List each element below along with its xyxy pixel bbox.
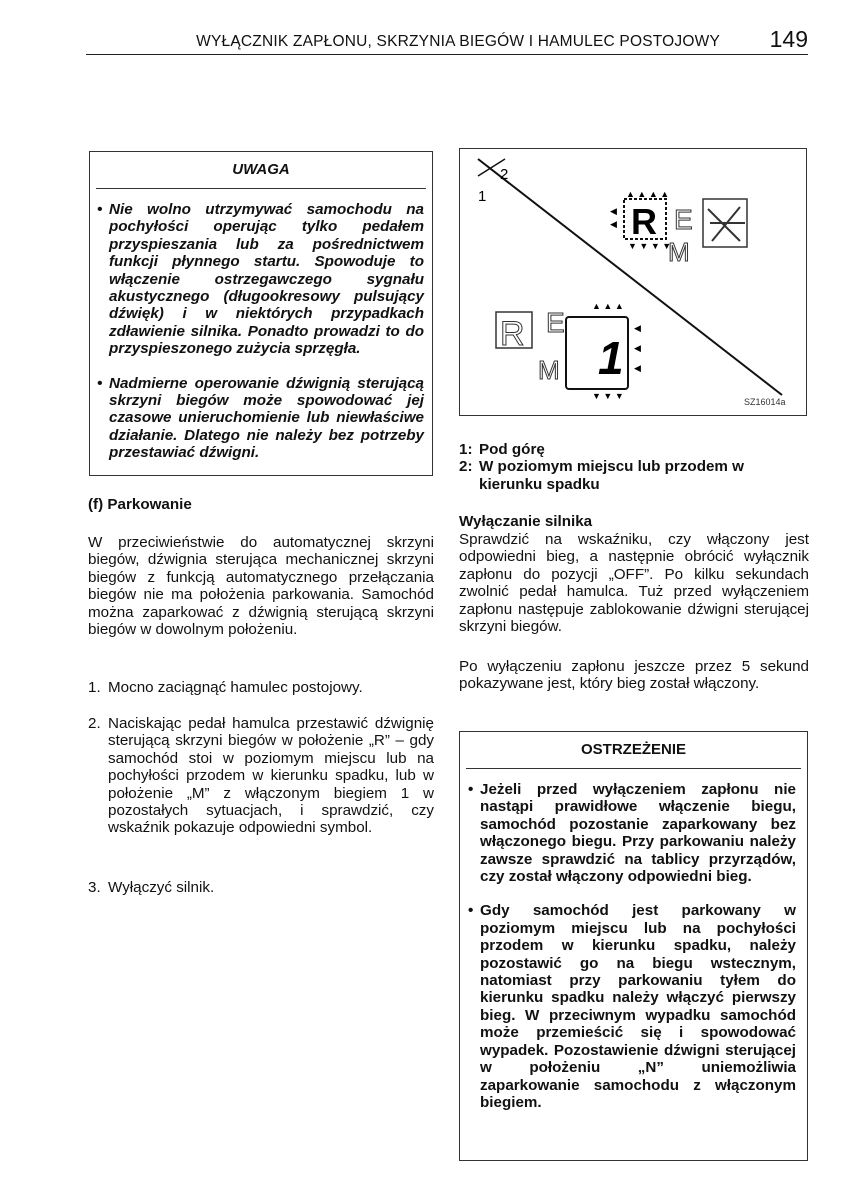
step-number: 3. (88, 879, 101, 896)
caution-bullet-text: Nie wolno utrzymywać samochodu na pochyłości operując tylko pedałem przyspieszania lub za pośrednictwem funkcji płynnego startu. Spowoduje to włączenie ostrzegawczego sygnału akustycznego (długookresowy pulsujący dźwięk) i w niektórych przypadkach zdławienie silnika. Ponadto prowadzi to do przyspieszonego zużycia sprzęgła. (109, 201, 424, 358)
parking-intro: W przeciwieństwie do automatycznej skrzyni biegów, dźwignia sterująca mechanicznej skrzyni biegów z funkcją automatycznego przełączania biegów nie ma położenia parkowania. Samochód można zaparkować z dźwignią sterującą skrzyni biegów w dowolnym położeniu. (88, 534, 434, 639)
caution-box (89, 151, 433, 476)
svg-text:◀: ◀ (610, 219, 617, 229)
glyph-gear-1: 1 (598, 332, 624, 384)
caution-bullet: • Nie wolno utrzymywać samochodu na pochyłości operując tylko pedałem przyspieszania lub za pośrednictwem funkcji płynnego startu. Spowoduje to włączenie ostrzegawczego sygnału akustycznego (długookresowy pulsujący dźwięk) i w niektórych przypadkach zdławienie silnika. Ponadto prowadzi to do przyspieszonego zużycia sprzęgła. (97, 201, 424, 358)
step-text: Mocno zaciągnąć hamulec postojowy. (108, 679, 363, 696)
warning-bullet: • Jeżeli przed wyłączeniem zapłonu nie nastąpi prawidłowe włączenie biegu, samochód pozostanie zaparkowany bez włączonego biegu. Przy parkowaniu należy zawsze sprawdzić na tablicy przyrządów, czy został włączony odpowiedni bieg. (468, 781, 796, 886)
glyph-e-dim: E (546, 307, 565, 338)
figure-label-1: 1 (478, 188, 487, 205)
svg-text:◀: ◀ (610, 206, 617, 216)
page-number: 149 (769, 26, 808, 52)
caution-title: UWAGA (232, 161, 290, 178)
legend-text: Pod górę (479, 441, 545, 458)
header-title: WYŁĄCZNIK ZAPŁONU, SKRZYNIA BIEGÓW I HAMULEC POSTOJOWY (196, 33, 720, 50)
svg-text:◀: ◀ (634, 343, 641, 353)
glyph-r-dim: R (500, 315, 525, 353)
svg-text:◀: ◀ (634, 363, 641, 373)
section-heading-engine-off: Wyłączanie silnika (459, 513, 593, 530)
engine-off-text: Sprawdzić na wskaźniku, czy włączony jest odpowiedni bieg, a następnie obrócić wyłącznik zapłonu do pozycji „OFF”. Po kilku sekundach zwolnić pedał hamulca. Tuż przed wyłączeniem zapłonu następuje zablokowanie dźwigni sterującej skrzyni biegów. (459, 531, 809, 636)
legend-key: 1: (459, 441, 473, 458)
glyph-m: M (668, 237, 690, 267)
step-number: 2. (88, 715, 101, 732)
parking-step (88, 715, 434, 837)
warning-bullet-text: Gdy samochód jest parkowany w poziomym miejscu lub na pochyłości przodem w kierunku spadku, należy pozostawić go na biegu wstecznym, natomiast przy parkowaniu tyłem do kierunku spadku należy włączyć pierwszy bieg. W przeciwnym wypadku samochód może przemieścić się i spowodować wypadek. Pozostawienie dźwigni sterującej w położeniu „N” uniemożliwia zaparkowanie samochodu z włączonym biegiem. (480, 902, 796, 1111)
warning-bullet: • Gdy samochód jest parkowany w poziomym miejscu lub na pochyłości przodem w kierunku spadku, należy pozostawić go na biegu wstecznym, natomiast przy parkowaniu tyłem do kierunku spadku należy włączyć pierwszy bieg. W przeciwnym wypadku samochód może przemieścić się i spowodować wypadek. Pozostawienie dźwigni sterującej w położeniu „N” uniemożliwia zaparkowanie samochodu z włączonym biegiem. (468, 902, 796, 1111)
legend-key: 2: (459, 458, 473, 476)
legend-text: W poziomym miejscu lub przodem w kierunku spadku (479, 458, 744, 493)
gear-indicator-figure (459, 148, 807, 416)
section-heading-parking: (f) Parkowanie (88, 496, 192, 513)
parking-step (88, 679, 434, 696)
step-text: Wyłączyć silnik. (108, 879, 215, 896)
svg-text:▲ ▲ ▲: ▲ ▲ ▲ (592, 301, 624, 311)
parking-step (88, 879, 434, 896)
svg-text:▼ ▼ ▼ ▼: ▼ ▼ ▼ ▼ (628, 241, 672, 251)
warning-bullet-text: Jeżeli przed wyłączeniem zapłonu nie nastąpi prawidłowe włączenie biegu, samochód pozostanie zaparkowany bez włączonego biegu. Przy parkowaniu należy zawsze sprawdzić na tablicy przyrządów, czy został włączony odpowiedni bieg. (480, 781, 796, 886)
legend-item (459, 458, 809, 493)
figure-illustration (460, 149, 806, 415)
svg-text:◀: ◀ (634, 323, 641, 333)
glyph-r: R (631, 201, 657, 242)
page-header (86, 26, 808, 55)
svg-text:▲ ▲ ▲ ▲: ▲ ▲ ▲ ▲ (626, 189, 670, 199)
indicator-1-active (496, 301, 641, 401)
svg-text:▼ ▼ ▼: ▼ ▼ ▼ (592, 391, 624, 401)
glyph-m-dim: M (538, 355, 560, 385)
warning-title: OSTRZEŻENIE (580, 741, 686, 758)
caution-bullet: • Nadmierne operowanie dźwignią sterującą skrzyni biegów może spowodować jej czasowe unieruchomienie lub niewłaściwe działanie. Dlatego nie należy bez potrzeby przestawiać dźwigni. (97, 374, 424, 462)
figure-code: SZ16014a (744, 397, 786, 407)
engine-off-note: Po wyłączeniu zapłonu jeszcze przez 5 sekund pokazywane jest, który bieg został włączony. (459, 658, 809, 693)
warning-box (459, 731, 808, 1161)
figure-legend (459, 441, 809, 493)
indicator-r-active (610, 189, 747, 267)
caution-bullet-text: Nadmierne operowanie dźwignią sterującą skrzyni biegów może spowodować jej czasowe unieruchomienie lub niewłaściwe działanie. Dlatego nie należy bez potrzeby przestawiać dźwigni. (109, 374, 424, 462)
step-text: Naciskając pedał hamulca przestawić dźwignię sterującą skrzyni biegów w położenie „R” – gdy samochód stoi w poziomym miejscu lub na pochyłości przodem w kierunku spadku, lub w położenie „M” z włączonym biegiem 1 w pozostałych sytuacjach, i sprawdzić, czy wskaźnik pokazuje odpowiedni symbol. (108, 715, 434, 837)
step-number: 1. (88, 679, 101, 696)
figure-label-2: 2 (500, 166, 509, 183)
legend-item (459, 441, 809, 458)
glyph-e: E (674, 204, 693, 235)
